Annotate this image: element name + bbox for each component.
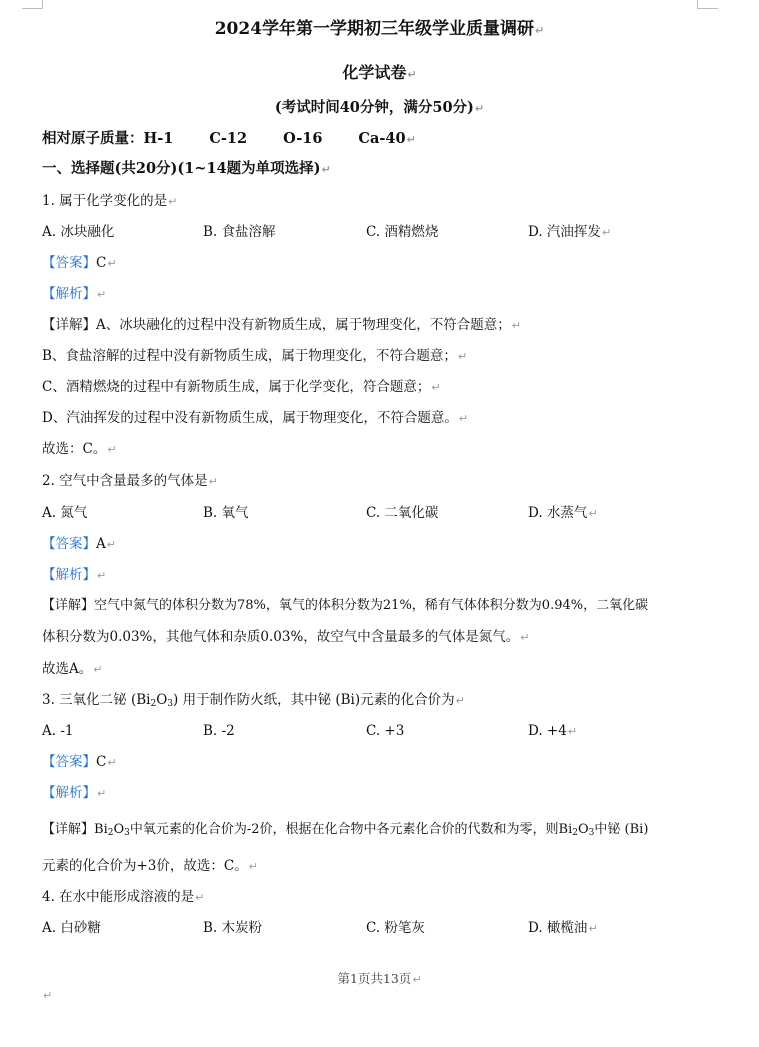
paragraph-mark-icon: ↵ [97, 787, 107, 800]
question-2-conclusion [42, 660, 102, 679]
paragraph-mark-icon: ↵ [412, 973, 422, 986]
answer-value: C [96, 754, 107, 770]
crop-mark-top-left [22, 0, 43, 9]
paragraph-mark-icon: ↵ [248, 860, 258, 873]
option-text: D. 水蒸气 [528, 505, 588, 521]
question-1-option-b [203, 223, 276, 241]
question-3-detail-line-2 [42, 857, 258, 876]
detail-text: B、食盐溶解的过程中没有新物质生成，属于物理变化，不符合题意； [42, 348, 457, 364]
answer-value: C [96, 255, 107, 271]
paragraph-mark-icon: ↵ [601, 226, 612, 239]
question-1-conclusion [42, 440, 117, 459]
question-1-answer [42, 254, 117, 273]
exam-title-text: 2024学年第一学期初三年级学业质量调研 [214, 19, 535, 39]
question-3-stem [42, 691, 465, 713]
subject-text: 化学试卷 [342, 63, 407, 82]
question-3-detail-line-1 [42, 821, 648, 842]
detail-text: 中氧元素的化合价为-2价，根据在化合物中各元素化合价的代数和为零，则 [129, 822, 559, 837]
option-text: B. -2 [203, 723, 235, 739]
question-1-option-d [528, 223, 611, 242]
subject-title [0, 64, 759, 84]
subscript: 3 [588, 828, 595, 838]
paragraph-mark-icon: ↵ [474, 102, 485, 115]
answer-tag: 【答案】 [42, 255, 96, 271]
paragraph-mark-icon: ↵ [97, 288, 107, 301]
option-text: B. 氧气 [203, 505, 249, 521]
exam-info [0, 99, 759, 118]
option-text: A. 氮气 [42, 505, 88, 521]
paragraph-mark-icon: ↵ [168, 195, 178, 208]
paragraph-mark-icon: ↵ [455, 694, 465, 707]
analysis-tag: 【解析】 [42, 785, 96, 801]
paragraph-mark-icon: ↵ [457, 350, 468, 363]
detail-text: 空气中氮气的体积分数为78%，氧气的体积分数为21%，稀有气体体积分数为0.94%，二氧化碳 [94, 598, 649, 613]
paragraph-mark-icon: ↵ [431, 381, 441, 394]
option-text: B. 食盐溶解 [203, 224, 276, 240]
question-2-detail-line-1 [42, 597, 648, 615]
question-1-option-a [42, 223, 114, 241]
paragraph-mark-icon: ↵ [107, 756, 117, 769]
detail-text: 体积分数为0.03%，其他气体和杂质0.03%，故空气中含量最多的气体是氮气。 [42, 629, 520, 645]
conclusion-text: 故选A。 [42, 661, 93, 677]
option-text: C. 酒精燃烧 [366, 224, 439, 240]
detail-text: D、汽油挥发的过程中没有新物质生成，属于物理变化，不符合题意。 [42, 410, 458, 426]
question-3-option-c [366, 722, 404, 740]
atomic-mass-o: O-16 [283, 130, 323, 147]
question-2-answer [42, 535, 116, 554]
stem-text: 3. 三氧化二铋 (Bi [42, 692, 151, 708]
paragraph-mark-icon: ↵ [588, 507, 598, 520]
exam-title [0, 20, 759, 40]
stem-text: ) 用于制作防火纸，其中铋 (Bi)元素的化合价为 [173, 692, 455, 708]
question-2-option-c [366, 504, 438, 522]
paragraph-mark-icon: ↵ [208, 475, 218, 488]
option-text: A. 白砂糖 [42, 920, 101, 936]
formula-text: O [113, 822, 125, 837]
question-1-stem-text: 1. 属于化学变化的是 [42, 193, 168, 209]
paragraph-mark-icon: ↵ [588, 922, 598, 935]
answer-tag: 【答案】 [42, 536, 96, 552]
paragraph-mark-icon: ↵ [407, 68, 417, 81]
question-3-option-a [42, 722, 73, 740]
option-text: D. 橄榄油 [528, 920, 588, 936]
question-4-stem-text: 4. 在水中能形成溶液的是 [42, 889, 195, 905]
subscript: 2 [572, 828, 578, 838]
paragraph-mark-icon: ↵ [195, 891, 205, 904]
formula-text: Bi [558, 822, 573, 837]
detail-tag: 【详解】 [42, 598, 95, 613]
paragraph-mark-icon: ↵ [520, 631, 530, 644]
paragraph-mark-icon: ↵ [107, 443, 117, 456]
question-2-detail-line-2 [42, 628, 530, 647]
paragraph-mark-icon: ↵ [511, 319, 521, 332]
question-3-option-b [203, 722, 235, 740]
detail-text: 中铋 (Bi) [594, 822, 649, 837]
paragraph-mark-icon: ↵ [406, 133, 416, 146]
detail-text: C、酒精燃烧的过程中有新物质生成，属于化学变化，符合题意； [42, 379, 431, 395]
question-3-answer [42, 753, 117, 772]
option-text: C. 二氧化碳 [366, 505, 439, 521]
option-text: D. +4 [528, 723, 567, 739]
detail-tag: 【详解】 [42, 317, 96, 333]
crop-mark-top-right [697, 0, 718, 9]
question-3-option-d [528, 722, 577, 741]
paragraph-mark-icon: ↵ [321, 163, 331, 176]
paragraph-mark-icon: ↵ [43, 989, 53, 1002]
answer-value: A [96, 536, 106, 552]
question-4-option-b [203, 919, 262, 937]
atomic-mass-c: C-12 [209, 130, 248, 147]
question-4-option-a [42, 919, 101, 937]
exam-info-text: (考试时间40分钟，满分50分) [274, 99, 474, 116]
question-1-detail-line-3 [42, 378, 441, 397]
paragraph-mark-icon: ↵ [567, 725, 578, 738]
question-4-stem [42, 888, 204, 907]
atomic-mass-label: 相对原子质量： [42, 130, 144, 147]
question-2-analysis [42, 566, 106, 585]
atomic-mass-h: H-1 [143, 130, 174, 147]
question-2-stem [42, 472, 218, 491]
question-2-stem-text: 2. 空气中含量最多的气体是 [42, 473, 208, 489]
subscript: 3 [124, 828, 130, 838]
question-1-stem [42, 192, 177, 211]
paragraph-mark-icon: ↵ [93, 663, 103, 676]
option-text: C. +3 [366, 723, 405, 739]
question-1-detail-line-4 [42, 409, 468, 428]
formula-text: Bi [94, 822, 108, 837]
answer-tag: 【答案】 [42, 754, 96, 770]
detail-text: 元素的化合价为+3价，故选：C。 [42, 858, 248, 874]
option-text: B. 木炭粉 [203, 920, 263, 936]
question-1-detail-line-2 [42, 347, 467, 366]
detail-tag: 【详解】 [42, 822, 95, 837]
question-1-detail-line-1 [42, 316, 521, 335]
formula-text: O [578, 822, 589, 837]
page-number: 第1页共13页 [337, 971, 412, 986]
trailing-paragraph [42, 986, 52, 1005]
question-2-option-b [203, 504, 249, 522]
question-1-option-c [366, 223, 438, 241]
paragraph-mark-icon: ↵ [97, 569, 107, 582]
option-text: C. 粉笔灰 [366, 920, 425, 936]
paragraph-mark-icon: ↵ [107, 257, 117, 270]
question-4-option-c [366, 919, 425, 937]
option-text: D. 汽油挥发 [528, 224, 601, 240]
subscript: 2 [150, 699, 157, 709]
section-heading [42, 160, 331, 179]
option-text: A. 冰块融化 [42, 224, 115, 240]
conclusion-text: 故选：C。 [42, 441, 107, 457]
question-2-option-a [42, 504, 87, 522]
paragraph-mark-icon: ↵ [535, 24, 545, 37]
question-1-analysis [42, 285, 106, 304]
analysis-tag: 【解析】 [42, 286, 96, 302]
analysis-tag: 【解析】 [42, 567, 96, 583]
subscript: 2 [107, 828, 114, 838]
question-2-option-d [528, 504, 598, 523]
option-text: A. -1 [42, 723, 74, 739]
stem-text: O [156, 692, 168, 708]
section-heading-text: 一、选择题(共20分)(1~14题为单项选择) [42, 160, 321, 177]
question-3-analysis [42, 784, 106, 803]
question-4-option-d [528, 919, 598, 938]
subscript: 3 [167, 699, 174, 709]
detail-text: A、冰块融化的过程中没有新物质生成，属于物理变化，不符合题意； [96, 317, 511, 333]
atomic-mass-line [42, 130, 416, 149]
atomic-mass-ca: Ca-40 [358, 130, 406, 147]
paragraph-mark-icon: ↵ [458, 412, 469, 425]
paragraph-mark-icon: ↵ [106, 538, 116, 551]
page-footer [0, 970, 759, 989]
